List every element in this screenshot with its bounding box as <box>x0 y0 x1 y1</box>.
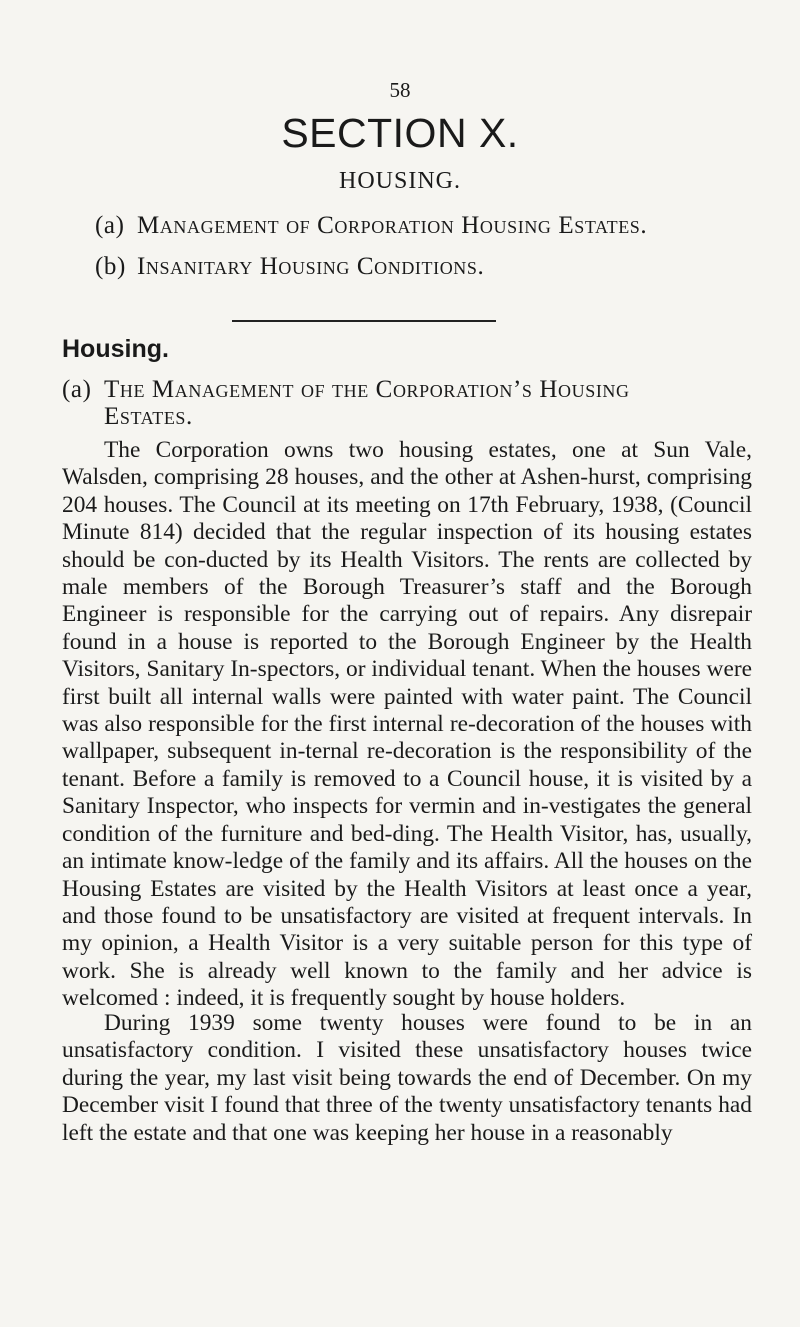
sub-heading-text-1: The Management of the Corporation’s Housing <box>104 376 630 403</box>
body-paragraph-1: The Corporation owns two housing estates, one at Sun Vale, Walsden, comprising 28 houses, and the other at Ashen-hurst, comprising 204 houses. The Council at its meeting on 17th February, 1938, (Council Minute 814) decided that the regular inspection of its housing estates should be con-ducted by its Health Visitors. The rents are collected by male members of the Borough Treasurer’s staff and the Borough Engineer is responsible for the carrying out of repairs. Any disrepair found in a house is reported to the Borough Engineer by the Health Visitors, Sanitary In-spectors, or individual tenant. When the houses were first built all internal walls were painted with water paint. The Council was also responsible for the first internal re-decoration of the houses with wallpaper, subsequent in-ternal re-decoration is the responsibility of the tenant. Before a family is removed to a Council house, it is visited by a Sanitary Inspector, who inspects for vermin and in-vestigates the general condition of the furniture and bed-ding. The Health Visitor, has, usually, an intimate know-ledge of the family and its affairs. All the houses on the Housing Estates are visited by the Health Visitors at least once a year, and those found to be unsatisfactory are visited at frequent intervals. In my opinion, a Health Visitor is a very suitable person for this type of work. She is already well known to the family and her advice is welcomed : indeed, it is frequently sought by house holders. <box>62 437 752 1012</box>
heading-housing: Housing. <box>62 335 169 363</box>
toc-item-a <box>95 212 647 240</box>
toc-item-b <box>95 253 484 281</box>
toc-item-a-letter: (a) <box>95 212 125 239</box>
toc-item-b-letter: (b) <box>95 253 126 280</box>
sub-heading-line-1 <box>62 376 752 403</box>
section-divider <box>232 320 496 322</box>
body-paragraph-2: During 1939 some twenty houses were found to be in an unsatisfactory condition. I visited these unsatisfactory houses twice during the year, my last visit being towards the end of December. On my December visit I found that three of the twenty unsatisfactory tenants had left the estate and that one was keeping her house in a reasonably <box>62 1010 752 1146</box>
toc-item-b-text: Insanitary Housing Conditions. <box>137 253 485 280</box>
sub-heading-letter: (a) <box>62 376 92 403</box>
section-subtitle: HOUSING. <box>339 168 461 194</box>
section-title: SECTION X. <box>281 110 519 156</box>
sub-heading-text-2: Estates. <box>104 403 193 430</box>
toc-item-a-text: Management of Corporation Housing Estates. <box>137 212 648 239</box>
sub-heading-management <box>62 376 752 430</box>
page-number: 58 <box>389 78 411 102</box>
